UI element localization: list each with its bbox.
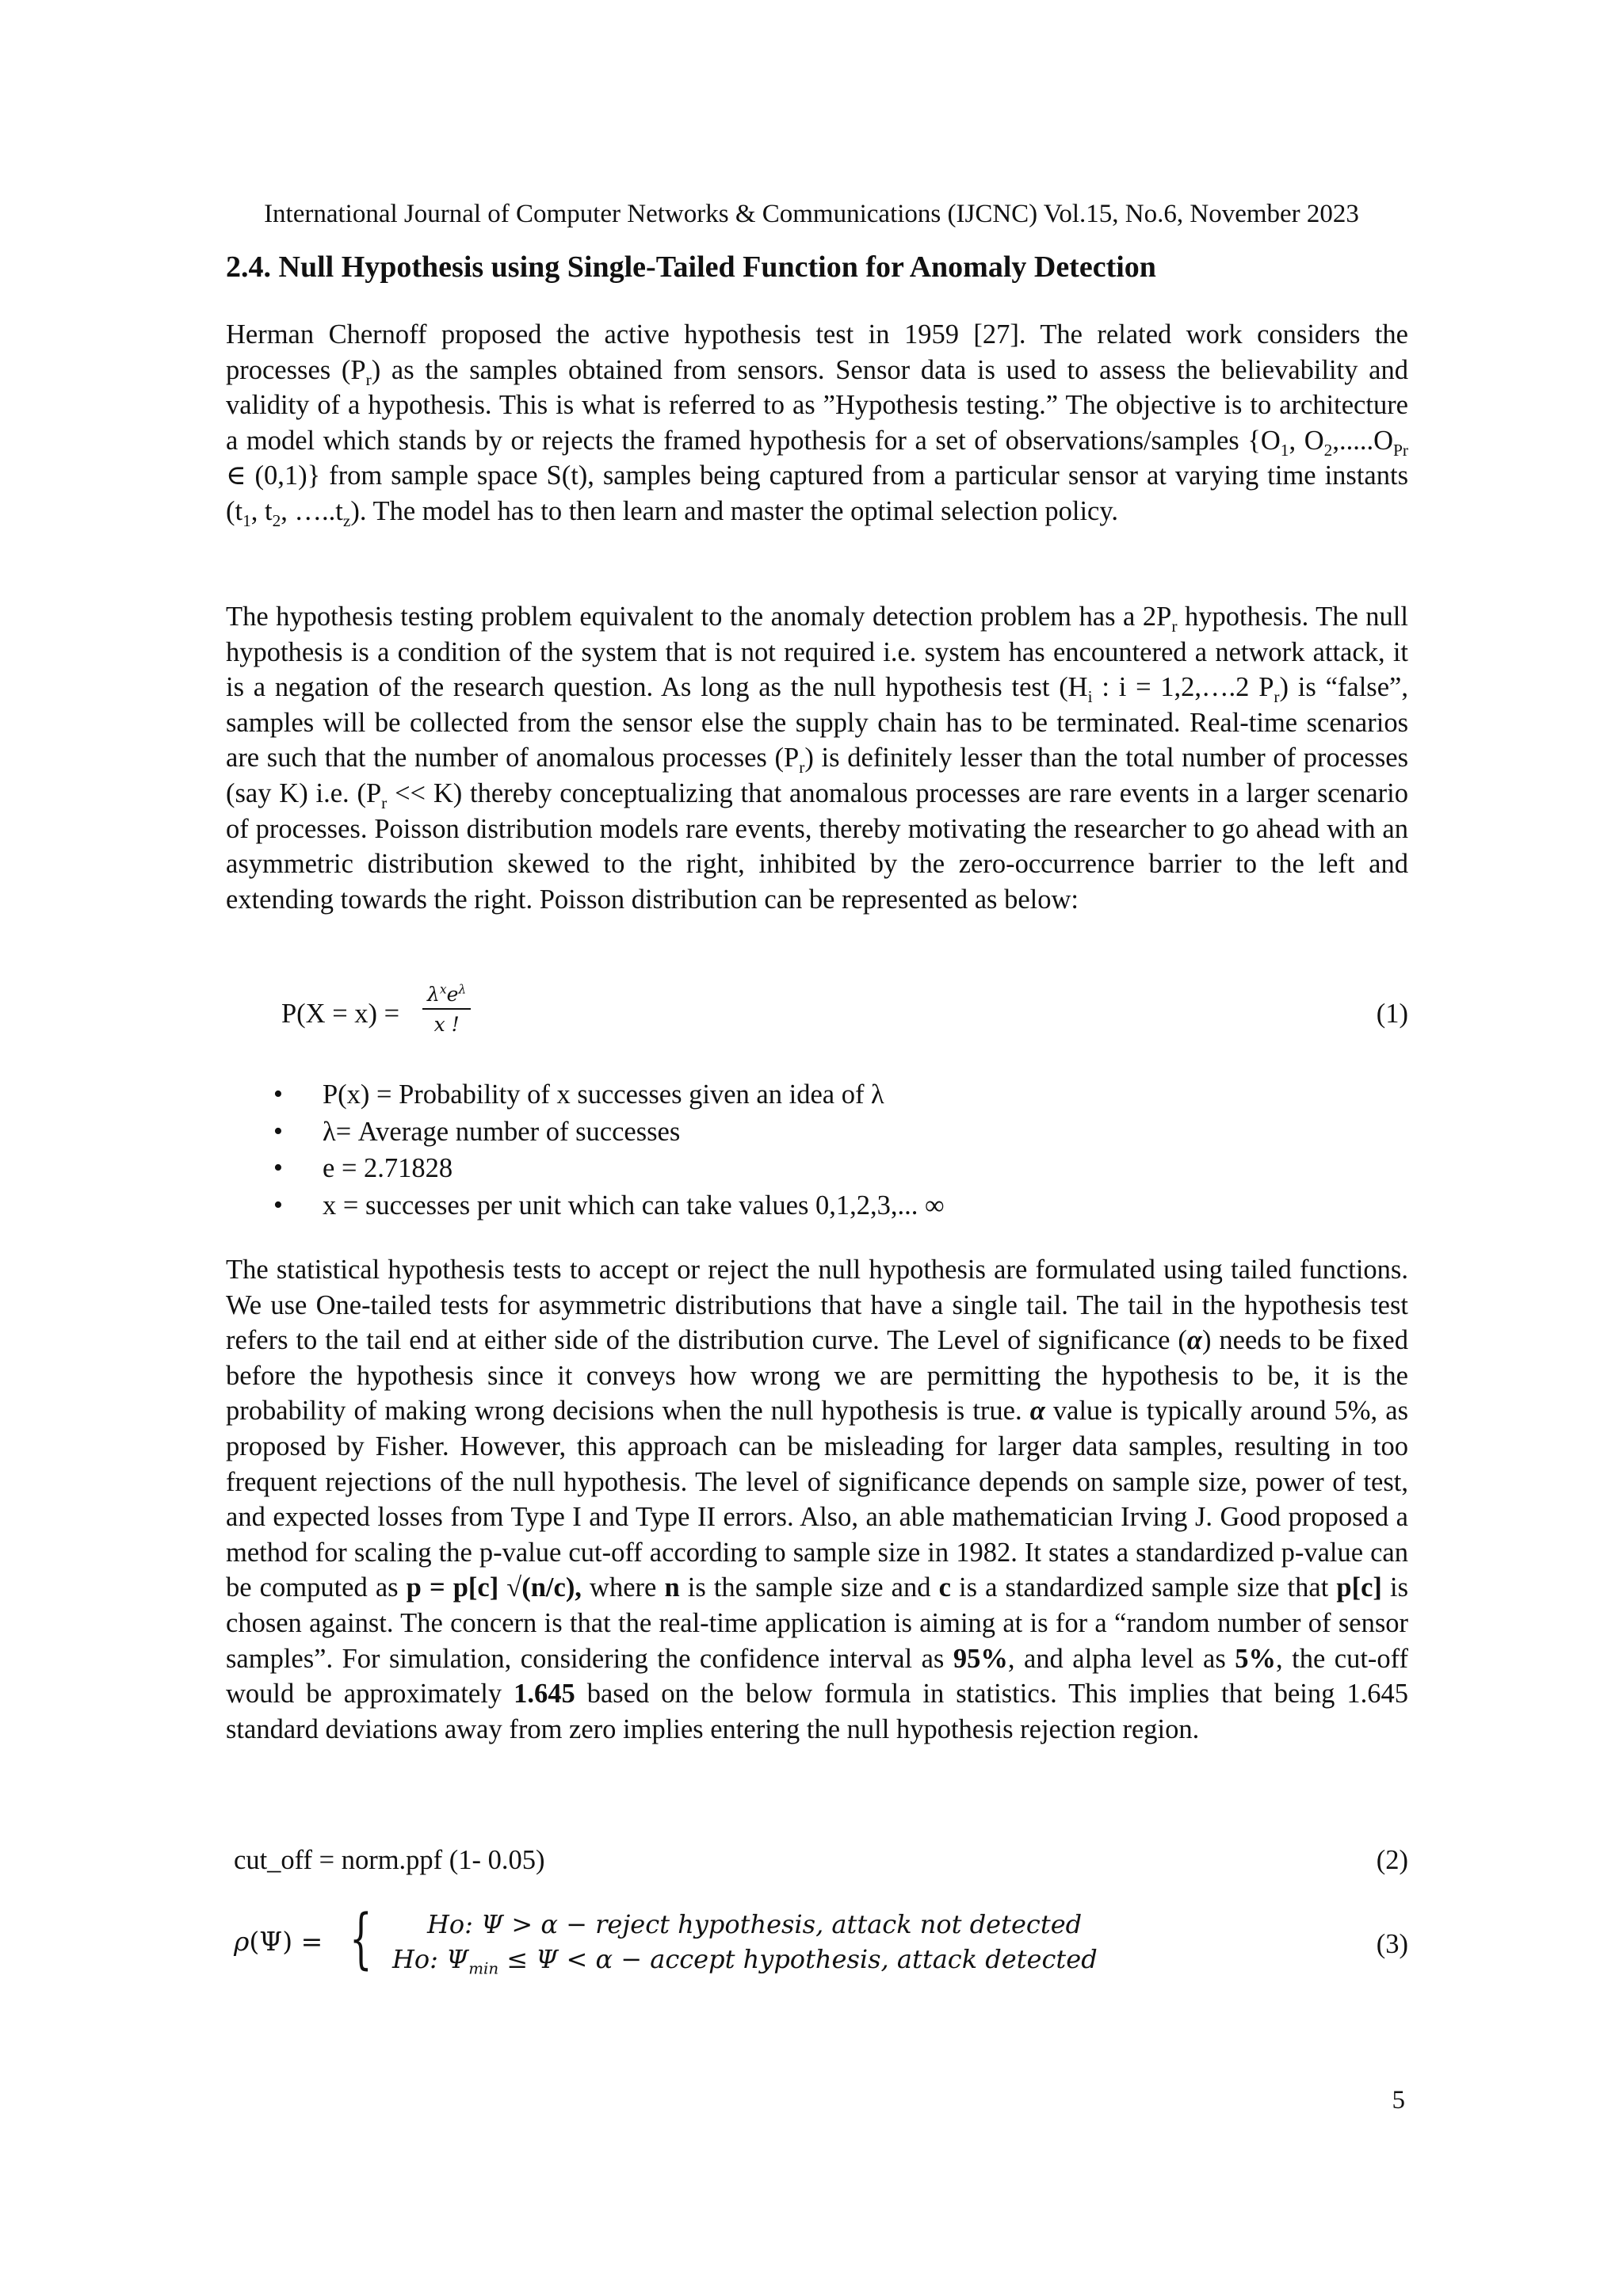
piecewise-cases: Ho: Ψ > α − reject hypothesis, attack not detected Ho: $\Psi_{min} \le \Psi < \alpha$ − accept hypothesis, attack detected xyxy=(392,1909,1098,1978)
page-number: 5 xyxy=(1392,2086,1405,2115)
equation-number: (3) xyxy=(1376,1929,1408,1959)
equation-2-cutoff: cut_off = norm.ppf (1- 0.05) (2) xyxy=(234,1845,1408,1875)
equation-1-poisson: P(X = x) = $\lambda^xe^\lambda$ x ! (1) xyxy=(281,982,1408,1036)
paragraph-tailed-tests: The statistical hypothesis tests to accept or reject the null hypothesis are formulated using tailed functions. We use One-tailed tests for asymmetric distributions that have a single tail. The tail in the hypothesis test refers to the tail end at either side of the distribution curve. The Level of significance (α) needs to be fixed before the hypothesis since it conveys how wrong we are permitting the hypothesis to be, it is the probability of making wrong decisions when the null hypothesis is true. α value is typically around 5%, as proposed by Fisher. However, this approach can be misleading for larger data samples, resulting in too frequent rejections of the null hypothesis. The level of significance depends on sample size, power of test, and expected losses from Type I and Type II errors. Also, an able mathematician Irving J. Good proposed a method for scaling the p-value cut-off according to sample size in 1982. It states a standardized p-value can be computed as p = p[c] √(n/c), where n is the sample size and c is a standardized sample size that p[c] is chosen against. The concern is that the real-time application is aiming at is for a “random number of sensor samples”. For simulation, considering the confidence interval as 95%, and alpha level as 5%, the cut-off would be approximately 1.645 based on the below formula in statistics. This implies that being 1.645 standard deviations away from zero implies entering the null hypothesis rejection region. xyxy=(226,1255,1409,1744)
list-item: • x = successes per unit which can take values 0,1,2,3,... ∞ xyxy=(273,1187,945,1224)
list-item: • P(x) = Probability of x successes given an idea of λ xyxy=(273,1076,945,1114)
paragraph-chernoff: Herman Chernoff proposed the active hypothesis test in 1959 [27]. The related work considers the processes $(P_r)$ as the samples obtained from sensors. Sensor data is used to assess the believability and validity of a hypothesis. This is what is referred to as ”Hypothesis testing.” The objective is to architecture a model which stands by or rejects the framed hypothesis for a set of observations/samples {$O_1$, $O_2,.....O_{Pr}$ ∈ (0,1)} from sample space S(t), samples being captured from a particular sensor at varying time instants ($t_1$, $t_2$, $\dots..t_z$). The model has to then learn and master the optimal selection policy. xyxy=(226,319,1408,530)
section-title: 2.4. Null Hypothesis using Single-Tailed Function for Anomaly Detection xyxy=(226,250,1156,284)
equation-3-piecewise: ρ(Ψ) = { Ho: Ψ > α − reject hypothesis, attack not detected Ho: $\Psi_{min} \le \Psi < \alpha$ − accept hypothesis, attack detected (3) xyxy=(234,1901,1408,1978)
paragraph-hypothesis-testing: The hypothesis testing problem equivalent to the anomaly detection problem has a $2P_r$ hypothesis. The null hypothesis is a condition of the system that is not required i.e. system has encountered a network attack, it is a negation of the research question. As long as the null hypothesis test ($H_i$ : i = 1,2,….2 $P_r$) is “false”, samples will be collected from the sensor else the supply chain has to be terminated. Real-time scenarios are such that the number of anomalous processes $(P_r)$ is definitely lesser than the total number of processes (say K) i.e. $(P_r << K)$ thereby conceptualizing that anomalous processes are rare events in a larger scenario of processes. Poisson distribution models rare events, thereby motivating the researcher to go ahead with an asymmetric distribution skewed to the right, inhibited by the zero-occurrence barrier to the left and extending towards the right. Poisson distribution can be represented as below: xyxy=(226,602,1409,915)
left-brace: { xyxy=(349,1901,372,1977)
equation-number: (2) xyxy=(1376,1845,1408,1875)
poisson-variable-list xyxy=(273,1076,945,1224)
list-item: • e = 2.71828 xyxy=(273,1150,945,1187)
running-header: International Journal of Computer Networks & Communications (IJCNC) Vol.15, No.6, November 2023 xyxy=(264,200,1359,228)
poisson-fraction: $\lambda^xe^\lambda$ x ! xyxy=(422,983,471,1036)
list-item: • λ= Average number of successes xyxy=(273,1114,945,1151)
equation-number: (1) xyxy=(1376,999,1408,1029)
